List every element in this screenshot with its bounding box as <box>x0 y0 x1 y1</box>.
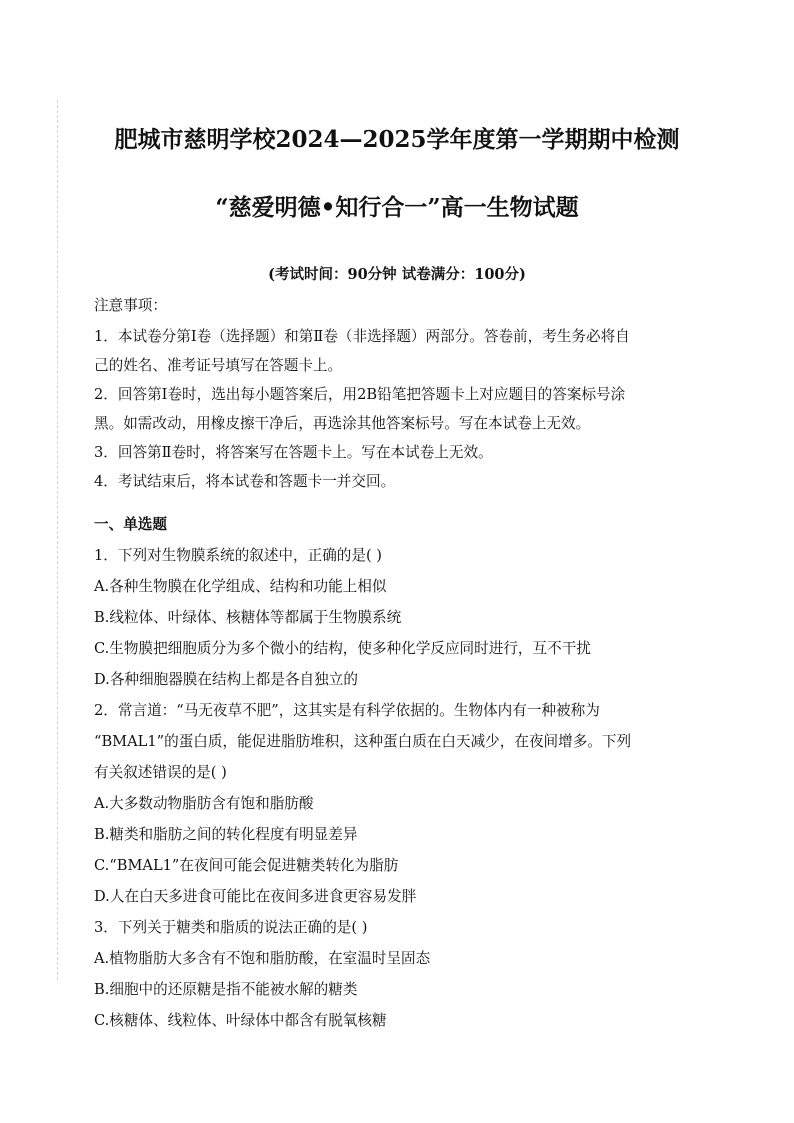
question-option: A.植物脂肪大多含有不饱和脂肪酸，在室温时呈固态 <box>94 950 431 967</box>
binding-margin-line <box>57 100 58 980</box>
section-heading-single-choice: 一、单选题 <box>94 516 167 533</box>
note-line: 2．回答第Ⅰ卷时，选出每小题答案后，用2B铅笔把答题卡上对应题目的答案标号涂 <box>94 386 626 403</box>
question-option: B.线粒体、叶绿体、核糖体等都属于生物膜系统 <box>94 609 402 626</box>
question-option: D.人在白天多进食可能比在夜间多进食更容易发胖 <box>94 888 417 905</box>
note-line: 黑。如需改动，用橡皮擦干净后，再选涂其他答案标号。写在本试卷上无效。 <box>94 415 591 432</box>
question-stem: 3．下列关于糖类和脂质的说法正确的是( ) <box>94 919 368 936</box>
note-line: 己的姓名、准考证号填写在答题卡上。 <box>94 357 343 374</box>
notes-heading: 注意事项： <box>94 297 167 314</box>
note-line: 1．本试卷分第Ⅰ卷（选择题）和第Ⅱ卷（非选择题）两部分。答卷前，考生务必将自 <box>94 328 630 345</box>
question-option: D.各种细胞器膜在结构上都是各自独立的 <box>94 671 358 688</box>
question-option: A.各种生物膜在化学组成、结构和功能上相似 <box>94 578 387 595</box>
question-stem: 有关叙述错误的是( ) <box>94 764 227 781</box>
exam-title-line2: “慈爱明德•知行合一”高一生物试题 <box>215 194 579 221</box>
exam-body <box>94 290 714 1036</box>
question-option: C.“BMAL1”在夜间可能会促进糖类转化为脂肪 <box>94 857 399 874</box>
question-option: C.生物膜把细胞质分为多个微小的结构，使多种化学反应同时进行，互不干扰 <box>94 640 591 657</box>
note-line: 3．回答第Ⅱ卷时，将答案写在答题卡上。写在本试卷上无效。 <box>94 444 493 461</box>
exam-title-line1: 肥城市慈明学校2024—2025学年度第一学期期中检测 <box>114 126 680 153</box>
question-option: C.核糖体、线粒体、叶绿体中都含有脱氧核糖 <box>94 1012 387 1029</box>
question-option: B.糖类和脂肪之间的转化程度有明显差异 <box>94 826 358 843</box>
exam-time-score-info: (考试时间：90分钟 试卷满分：100分) <box>268 266 526 283</box>
question-option: A.大多数动物脂肪含有饱和脂肪酸 <box>94 795 314 812</box>
question-stem: 1．下列对生物膜系统的叙述中，正确的是( ) <box>94 547 383 564</box>
question-option: B.细胞中的还原糖是指不能被水解的糖类 <box>94 981 358 998</box>
question-stem: “BMAL1”的蛋白质，能促进脂肪堆积，这种蛋白质在白天减少，在夜间增多。下列 <box>94 733 632 750</box>
note-line: 4．考试结束后，将本试卷和答题卡一并交回。 <box>94 473 396 490</box>
question-stem: 2．常言道：“马无夜草不肥”，这其实是有科学依据的。生物体内有一种被称为 <box>94 702 600 719</box>
